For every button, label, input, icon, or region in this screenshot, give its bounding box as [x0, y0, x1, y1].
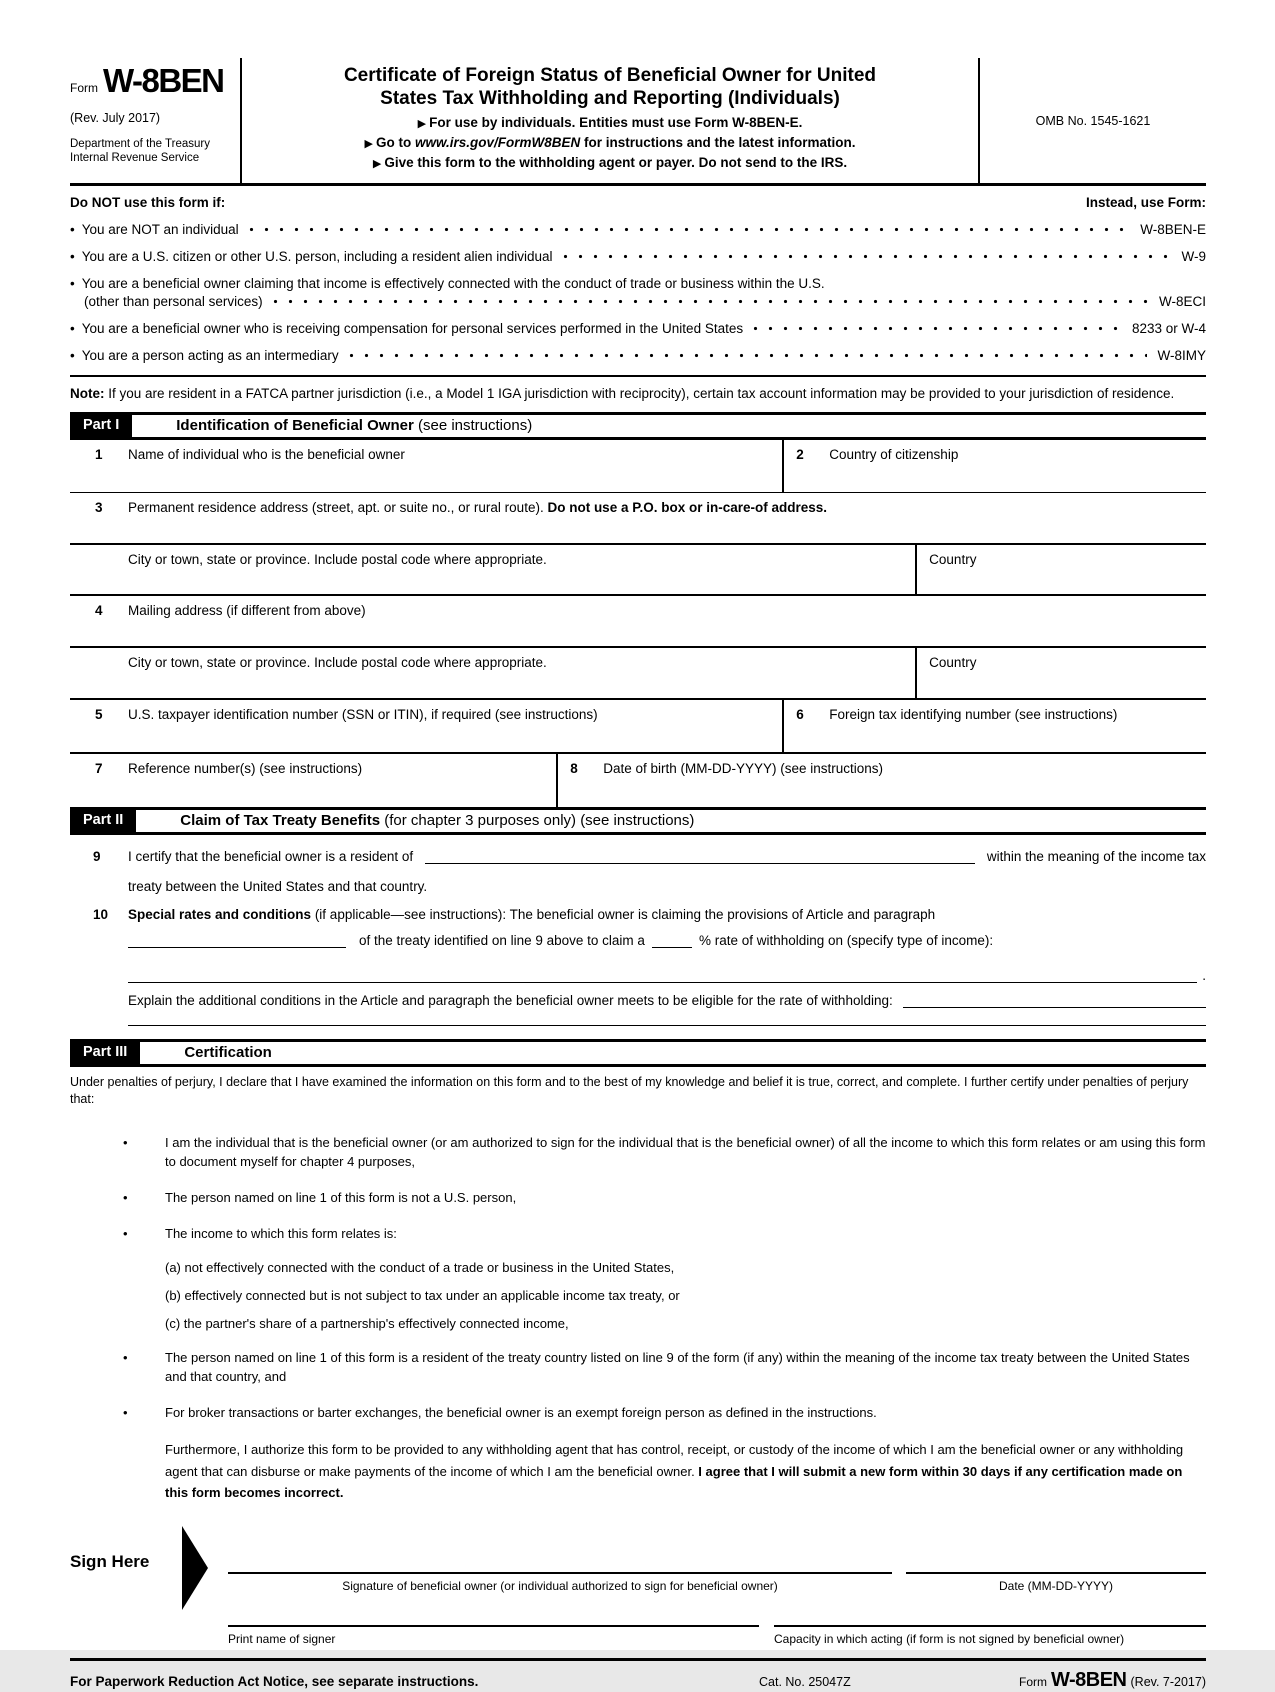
department-line1: Department of the Treasury	[70, 138, 210, 150]
footer-form-id: Form W-8BEN (Rev. 7-2017)	[1019, 1668, 1206, 1691]
cert-subitem-c: (c) the partner's share of a partnership's effectively connected income,	[165, 1316, 569, 1331]
cert-subitem-a: (a) not effectively connected with the conduct of a trade or business in the United States,	[165, 1260, 675, 1275]
do-not-item: • You are NOT an individual W-8BEN-E	[70, 222, 1206, 237]
arrow-icon: ▶	[364, 138, 373, 150]
row-city-country-1	[70, 545, 1206, 596]
sign-section	[70, 1526, 1206, 1646]
row-city-country-2	[70, 648, 1206, 700]
row-field-1-2	[70, 440, 1206, 493]
sign-arrow-icon	[182, 1526, 208, 1610]
department-line2: Internal Revenue Service	[70, 151, 200, 164]
bullet-icon: •	[123, 1226, 128, 1241]
bullet-icon: •	[70, 321, 75, 336]
city-input-area[interactable]: City or town, state or province. Include postal code where appropriate.	[128, 552, 547, 567]
form-number: W-8BEN	[103, 62, 224, 99]
arrow-icon: ▶	[372, 158, 382, 170]
certification-intro: Under penalties of perjury, I declare that I have examined the information on this form and to the best of my knowledge and belief it is true, correct, and complete. I further certify under penalties of perjury that:	[70, 1075, 1189, 1106]
do-not-use-heading: Do NOT use this form if:	[70, 195, 226, 210]
omb-number: OMB No. 1545-1621	[978, 58, 1206, 183]
cert-bullet-2: • The person named on line 1 of this form is not a U.S. person,	[123, 1190, 517, 1205]
cert-subitem-b: (b) effectively connected but is not subject to tax under an applicable income tax treaty, or	[165, 1288, 680, 1303]
print-name-line[interactable]	[228, 1601, 759, 1627]
part3-header-bar	[70, 1039, 1206, 1067]
capacity-line[interactable]	[774, 1601, 1206, 1627]
line10-explain-blank-2[interactable]	[128, 1025, 1206, 1026]
furthermore-paragraph: Furthermore, I authorize this form to be provided to any withholding agent that has control, receipt, or custody of the income of which I am the beneficial owner or any withholding agent that can disburse or make payments of the income of which I am the beneficial owner. I agree that I will submit a new form within 30 days if any certification made on this form becomes incorrect.	[165, 1442, 1184, 1500]
field-3-address-input-area[interactable]: 3 Permanent residence address (street, apt. or suite no., or rural route). Do not use a P.O. box or in-care-of address.	[95, 500, 828, 515]
dot-leader	[249, 227, 1131, 232]
bullet-icon: •	[70, 222, 75, 237]
dot-leader	[349, 353, 1148, 358]
line10-explain-blank-1[interactable]	[903, 1007, 1206, 1008]
instruction-line-3: ▶ Give this form to the withholding agent or payer. Do not send to the IRS.	[372, 155, 848, 170]
bullet-icon: •	[70, 276, 75, 291]
cert-bullet-4: • The person named on line 1 of this form is a resident of the treaty country listed on line 9 of the form (if any) within the meaning of the income tax treaty between the United States and that country, and	[123, 1350, 1190, 1384]
dot-leader	[753, 326, 1122, 331]
part1-title: Identification of Beneficial Owner (see instructions)	[176, 417, 533, 434]
form-word: Form	[70, 81, 98, 95]
field-8-dob-input-area[interactable]: 8 Date of birth (MM-DD-YYYY) (see instructions)	[556, 754, 1206, 807]
form-header	[70, 58, 1206, 186]
cert-bullet-5: • For broker transactions or barter exchanges, the beneficial owner is an exempt foreign person as defined in the instructions.	[123, 1405, 877, 1420]
line-9-continued: treaty between the United States and that country.	[128, 879, 428, 894]
catalog-number: Cat. No. 25047Z	[759, 1674, 851, 1689]
line10-income-type-blank[interactable]	[128, 982, 1197, 983]
form-title: Certificate of Foreign Status of Beneficial Owner for United States Tax Withholding and Reporting (Individuals)	[343, 65, 877, 109]
dot-leader	[273, 299, 1149, 304]
bullet-icon: •	[123, 1190, 128, 1205]
arrow-icon: ▶	[417, 118, 427, 130]
form-footer	[70, 1658, 1206, 1692]
date-label: Date (MM-DD-YYYY)	[998, 1578, 1113, 1593]
field-1-name-input-area[interactable]: 1 Name of individual who is the beneficial owner	[95, 447, 405, 462]
field-5-ssn-input-area[interactable]: 5 U.S. taxpayer identification number (SSN or ITIN), if required (see instructions)	[95, 707, 598, 722]
form-id-block	[70, 58, 242, 183]
line-10-explain-row-2	[70, 1025, 1206, 1026]
instead-use-form-heading: Instead, use Form:	[1085, 195, 1206, 210]
row-field-4	[70, 596, 1206, 648]
country-input-area[interactable]: Country	[915, 545, 1206, 594]
date-line[interactable]	[906, 1540, 1206, 1574]
part2-header-bar	[70, 807, 1206, 835]
field-4-mailing-input-area[interactable]: 4 Mailing address (if different from above)	[95, 603, 366, 618]
instruction-line-1: ▶ For use by individuals. Entities must use Form W-8BEN-E.	[417, 115, 803, 130]
line-9: 9 I certify that the beneficial owner is a resident of within the meaning of the income tax	[93, 849, 1206, 864]
signature-label: Signature of beneficial owner (or individual authorized to sign for beneficial owner)	[342, 1578, 778, 1593]
signature-line[interactable]	[228, 1540, 892, 1574]
do-not-item: • You are a U.S. citizen or other U.S. person, including a resident alien individual W-9	[70, 249, 1206, 264]
cert-bullet-1: • I am the individual that is the beneficial owner (or am authorized to sign for the individual that is the beneficial owner) of all the income to which this form relates or am using this form to document myself for chapter 4 purposes,	[123, 1135, 1206, 1169]
line-10-article-row: of the treaty identified on line 9 above to claim a % rate of withholding on (specify type of income):	[70, 933, 1206, 948]
part2-title: Claim of Tax Treaty Benefits (for chapter 3 purposes only) (see instructions)	[180, 812, 695, 829]
bullet-icon: •	[123, 1405, 128, 1420]
line10-rate-blank[interactable]	[652, 947, 692, 948]
bullet-icon: •	[123, 1350, 128, 1365]
line10-article-blank[interactable]	[128, 947, 346, 948]
irs-url: www.irs.gov/FormW8BEN	[414, 135, 581, 150]
field-7-reference-input-area[interactable]: 7 Reference number(s) (see instructions)	[95, 761, 363, 776]
row-field-7-8	[70, 754, 1206, 807]
instruction-line-2: ▶ Go to www.irs.gov/FormW8BEN for instructions and the latest information.	[364, 135, 856, 150]
fatca-note: Note: If you are resident in a FATCA partner jurisdiction (i.e., a Model 1 IGA jurisdiction with reciprocity), certain tax account information may be provided to your jurisdiction of residence.	[70, 375, 1206, 412]
bullet-icon: •	[70, 348, 75, 363]
do-not-item: • You are a beneficial owner claiming that income is effectively connected with the conduct of trade or business within the U.S.	[70, 276, 825, 291]
do-not-item-continuation: (other than personal services) W-8ECI	[84, 294, 1206, 309]
field-6-foreign-tin-input-area[interactable]: 6 Foreign tax identifying number (see instructions)	[782, 700, 1206, 752]
row-field-5-6	[70, 700, 1206, 754]
line-10: 10 Special rates and conditions (if applicable—see instructions): The beneficial owner is claiming the provisions of Article and paragraph	[93, 907, 936, 922]
field-2-citizenship-input-area[interactable]: 2 Country of citizenship	[782, 440, 1206, 492]
do-not-item: • You are a person acting as an intermediary W-8IMY	[70, 348, 1206, 363]
part3-label: Part III	[70, 1042, 140, 1064]
part1-header-bar	[70, 412, 1206, 440]
line9-country-blank[interactable]	[425, 863, 975, 864]
part2-label: Part II	[70, 810, 136, 832]
mailing-country-input-area[interactable]: Country	[915, 648, 1206, 698]
do-not-item: • You are a beneficial owner who is receiving compensation for personal services performed in the United States 8233 or W-4	[70, 321, 1206, 336]
bullet-icon: •	[123, 1135, 128, 1150]
capacity-label: Capacity in which acting (if form is not signed by beneficial owner)	[774, 1631, 1125, 1646]
paperwork-notice: For Paperwork Reduction Act Notice, see separate instructions.	[70, 1673, 479, 1689]
form-title-block	[242, 58, 978, 183]
dot-leader	[563, 254, 1172, 259]
part3-title: Certification	[184, 1044, 272, 1061]
do-not-use-section	[70, 186, 1206, 363]
sign-here-label: Sign Here	[70, 1551, 150, 1571]
revision-date: (Rev. July 2017)	[70, 111, 161, 125]
row-field-3	[70, 493, 1206, 545]
line-10-income-type-row: .	[70, 968, 1206, 983]
line-10-explain-row: Explain the additional conditions in the Article and paragraph the beneficial owner meets to be eligible for the rate of withholding:	[70, 993, 1206, 1008]
print-name-label: Print name of signer	[228, 1631, 336, 1646]
mailing-city-input-area[interactable]: City or town, state or province. Include postal code where appropriate.	[128, 655, 547, 670]
part1-label: Part I	[70, 415, 132, 437]
cert-bullet-3: • The income to which this form relates is:	[123, 1226, 397, 1241]
bullet-icon: •	[70, 249, 75, 264]
